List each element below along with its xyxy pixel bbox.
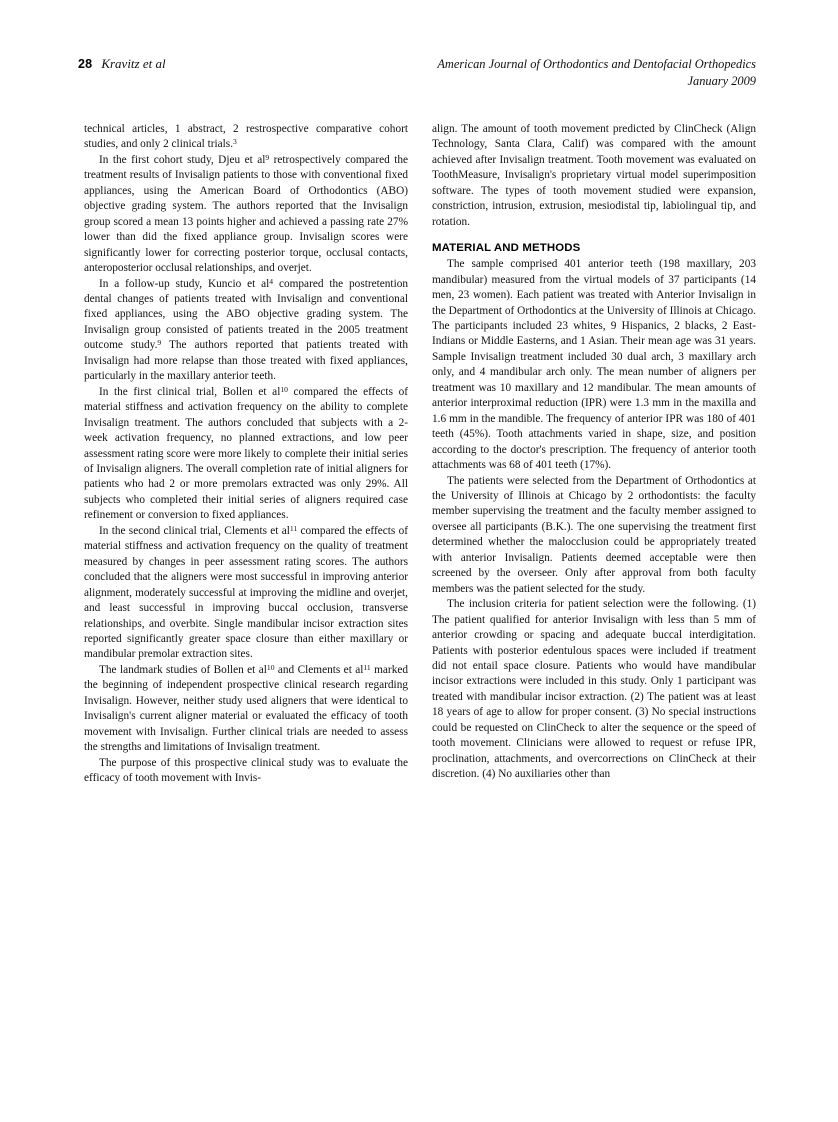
body-columns	[84, 122, 756, 1072]
paragraph-inclusion-criteria: The inclusion criteria for patient selection were the following. (1) The patient qualified for anterior Invisalign with less than 5 mm of anterior crowding or spacing and adequate buccal interdigitation. Patients with posterior edentulous spaces were included if treatment did not entail space closure. Patients who would have mandibular incisor extractions were included in this study. Only 1 participant was treated with mandibular incisor extraction. (2) The patient was at least 18 years of age to allow for proper consent. (3) No special instructions could be requested on ClinCheck to alter the sequence or the speed of tooth movement. Clinicians were allowed to request or refuse IPR, proclination, attachments, and overcorrections on ClinCheck at their discretion. (4) No auxiliaries other than	[432, 598, 756, 781]
running-head	[78, 56, 756, 89]
reference-superscript: 9	[157, 338, 162, 348]
paragraph-patient-selection: The patients were selected from the Department of Orthodontics at the University of Illinois at Chicago by 2 orthodontists: the faculty member supervising the treatment and the faculty member assigned to oversee all participants (B.K.). The one supervising the treatment first determined whether the malocclusion could be appropriately treated with anterior Invisalign. Patients deemed acceptable were then screened by the overseer. Only after approval from both faculty members was the patient selected for the study.	[432, 474, 756, 595]
paragraph-continued-intro: technical articles, 1 abstract, 2 restrospective comparative cohort studies, and only 2 clinical trials.$^3$	[84, 123, 408, 151]
running-head-authors: Kravitz et al	[101, 56, 166, 71]
paragraph-djeu-cohort-study: In the first cohort study, Djeu et $al^9$ retrospectively compared the treatment results of Invisalign patients to those with conventional fixed appliances, using the American Board of Orthodontics (ABO) objective grading system. The authors reported that the Invisalign group scored a mean 13 points higher and achieved a passing rate 27% lower than did the fixed appliance group. Invisalign scores were significantly lower for correcting posterior torque, occlusal contacts, anteroposterior occlusal relationships, and overjet.	[84, 152, 409, 275]
paragraph-kuncio-followup-study: In a follow-up study, Kuncio et $al^4$ compared the postretention dental changes of patients treated with Invisalign and conventional fixed appliances, using the ABO objective grading system. The Invisalign group consisted of patients treated in the 2005 treatment outcome study.$^9$ The authors reported that patients treated with Invisalign had more relapse than those treated with fixed appliances, particularly in the maxillary anterior teeth.	[84, 276, 409, 383]
paragraph-sample-description: The sample comprised 401 anterior teeth (198 maxillary, 203 mandibular) measured from the virtual models of 37 participants (14 men, 23 women). Each patient was treated with Anterior Invisalign in the Department of Orthodontics at the University of Illinois at Chicago. The participants included 23 whites, 9 Hispanics, 2 blacks, 2 East-Indians or Middle Easterns, and 1 Asian. Their mean age was 31 years. Sample Invisalign treatment included 30 dual arch, 3 maxillary arch only, and 4 mandibular arch only. The mean number of aligners per treatment was 10 maxillary and 12 mandibular. The mean amounts of anterior interproximal reduction (IPR) were 1.3 mm in the maxilla and 1.6 mm in the mandible. The frequency of anterior IPR was 180 of 401 teeth (45%). Tooth attachments varied in shape, size, and position according to the doctor's prescription. The frequency of anterior tooth attachments was 68 of 401 teeth (17%).	[432, 258, 756, 472]
reference-superscript: 11	[363, 662, 371, 672]
reference-superscript: 10	[266, 662, 275, 672]
section-heading-material-and-methods: MATERIAL AND METHODS	[432, 242, 581, 255]
page-number: 28	[78, 57, 93, 71]
column-right	[432, 122, 756, 1072]
running-head-right	[437, 56, 756, 89]
paragraph-bollen-first-clinical-trial: In the first clinical trial, Bollen et $al^{10}$ compared the effects of material stiffness and activation frequency on the ability to complete Invisalign treatment. The authors concluded that subjects with a 2-week activation frequency, no planned extractions, and low peer assessment rating score were more likely to complete their initial series of Invisalign aligners. The overall completion rate of initial aligners for patients who had 2 or more premolars extracted was only 29%. All subjects who completed their initial series of aligners required case refinement or conversion to fixed appliances.	[84, 384, 408, 522]
paragraph-clements-second-clinical-trial: In the second clinical trial, Clements et $al^{11}$ compared the effects of material stiffness and activation frequency on the quality of treatment measured by changes in peer assessment rating scores. The authors concluded that the aligners were most successful in improving anterior alignment, moderately successful at improving the midline and overjet, and least successful in improving buccal occlusion, transverse relationships, and overbite. Single mandibular incisor extraction sites reported significantly greater space closure than either maxillary or mandibular premolar extraction sites.	[84, 523, 408, 661]
reference-superscript: 11	[289, 523, 298, 533]
reference-superscript: 3	[233, 137, 237, 147]
paragraph-study-purpose: The purpose of this prospective clinical study was to evaluate the efficacy of tooth movement with Invis-	[84, 756, 408, 785]
reference-superscript: 4	[269, 276, 274, 286]
column-left	[84, 122, 408, 1072]
issue-date: January 2009	[687, 73, 756, 88]
paragraph-landmark-studies: The landmark studies of Bollen et $al^{10}$ and Clements et $al^{11}$ marked the beginning of independent prospective clinical research regarding Invisalign. However, neither study used aligners that were identical to Invisalign's current aligner material or evaluated the efficacy of tooth movement with Invisalign. Further clinical trials are needed to assess the strengths and limitations of Invisalign treatment.	[84, 662, 408, 754]
journal-title: American Journal of Orthodontics and Dentofacial Orthopedics	[437, 57, 756, 71]
reference-superscript: 10	[280, 384, 288, 394]
paragraph-purpose-continued: align. The amount of tooth movement predicted by ClinCheck (Align Technology, Santa Clara, Calif) was compared with the amount achieved after Invisalign treatment. Tooth movement was evaluated on ToothMeasure, Invisalign's proprietary virtual model superimposition software. The types of tooth movement studied were expansion, constriction, intrusion, extrusion, mesiodistal tip, labiolingual tip, and rotation.	[432, 123, 756, 228]
reference-superscript: 9	[265, 152, 270, 162]
running-head-left	[78, 56, 166, 72]
